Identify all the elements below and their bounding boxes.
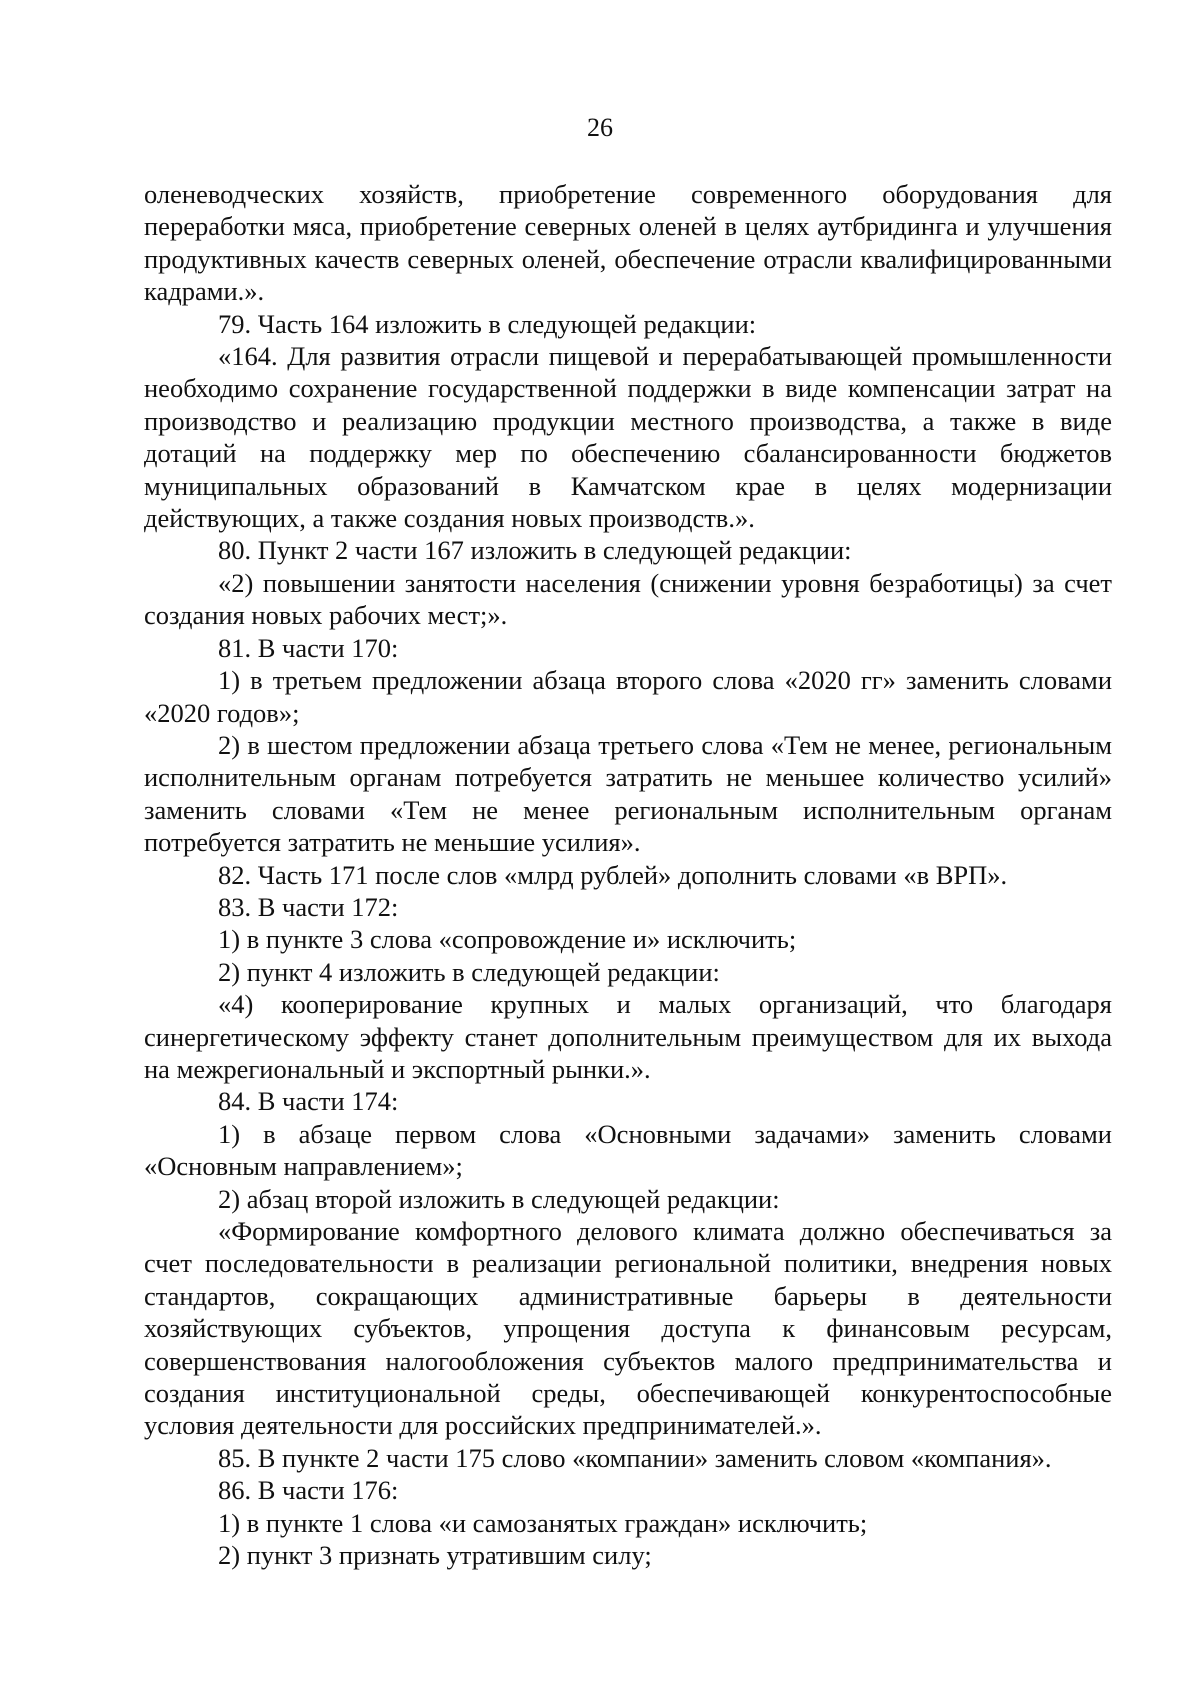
page-number: 26 bbox=[587, 113, 613, 142]
paragraph-item-84: 84. В части 174: bbox=[218, 1086, 399, 1117]
paragraph-item-83-1: 1) в пункте 3 слова «сопровождение и» исключить; bbox=[218, 924, 797, 955]
paragraph-quote-84-2: «Формирование комфортного делового климата должно обеспечиваться за счет последовательности в реализации региональной политики, внедрения новых стандартов, сокращающих административные барьеры в деятельности хозяйствующих субъектов, упрощения доступа к финансовым ресурсам, совершенствования налогообложения субъектов малого предпринимательства и создания институциональной среды, обеспечивающей конкурентоспособные условия деятельности для российских предпринимателей.». bbox=[144, 1216, 1112, 1441]
paragraph-item-79: 79. Часть 164 изложить в следующей редакции: bbox=[218, 308, 757, 339]
paragraph-item-81-2: 2) в шестом предложении абзаца третьего слова «Тем не менее, региональным исполнительным органам потребуется затратить не меньшее количество усилий» заменить словами «Тем не менее региональным исполнительным органам потребуется затратить не меньшие усилия». bbox=[144, 729, 1112, 858]
document-body bbox=[144, 178, 1112, 1571]
paragraph-item-81-1: 1) в третьем предложении абзаца второго слова «2020 гг» заменить словами «2020 годов»; bbox=[144, 665, 1112, 728]
paragraph-quote-80-2: «2) повышении занятости населения (снижении уровня безработицы) за счет создания новых рабочих мест;». bbox=[144, 567, 1112, 631]
paragraph-item-85: 85. В пункте 2 части 175 слово «компании» заменить словом «компания». bbox=[218, 1442, 1052, 1473]
paragraph-item-84-1: 1) в абзаце первом слова «Основными задачами» заменить словами «Основным направлением»; bbox=[144, 1118, 1112, 1182]
paragraph-quote-83-4: «4) кооперирование крупных и малых организаций, что благодаря синергетическому эффекту станет дополнительным преимуществом для их выхода на межрегиональный и экспортный рынки.». bbox=[144, 989, 1112, 1084]
paragraph-item-80: 80. Пункт 2 части 167 изложить в следующей редакции: bbox=[218, 535, 852, 566]
paragraph-continuation: оленеводческих хозяйств, приобретение современного оборудования для переработки мяса, приобретение северных оленей в целях аутбридинга и улучшения продуктивных качеств северных оленей, обеспечение отрасли квалифицированными кадрами.». bbox=[144, 179, 1112, 307]
paragraph-item-86: 86. В части 176: bbox=[218, 1475, 399, 1506]
paragraph-item-82: 82. Часть 171 после слов «млрд рублей» дополнить словами «в ВРП». bbox=[218, 859, 1008, 890]
paragraph-item-83: 83. В части 172: bbox=[218, 891, 399, 922]
paragraph-item-86-2: 2) пункт 3 признать утратившим силу; bbox=[218, 1540, 652, 1571]
paragraph-item-84-2: 2) абзац второй изложить в следующей редакции: bbox=[218, 1183, 780, 1214]
paragraph-item-81: 81. В части 170: bbox=[218, 632, 399, 663]
paragraph-item-83-2: 2) пункт 4 изложить в следующей редакции: bbox=[218, 956, 720, 987]
paragraph-item-86-1: 1) в пункте 1 слова «и самозанятых граждан» исключить; bbox=[218, 1507, 868, 1538]
paragraph-quote-164: «164. Для развития отрасли пищевой и перерабатывающей промышленности необходимо сохранение государственной поддержки в виде компенсации затрат на производство и реализацию продукции местного производства, а также в виде дотаций на поддержку мер по обеспечению сбалансированности бюджетов муниципальных образований в Камчатском крае в целях модернизации действующих, а также создания новых производств.». bbox=[144, 341, 1112, 534]
